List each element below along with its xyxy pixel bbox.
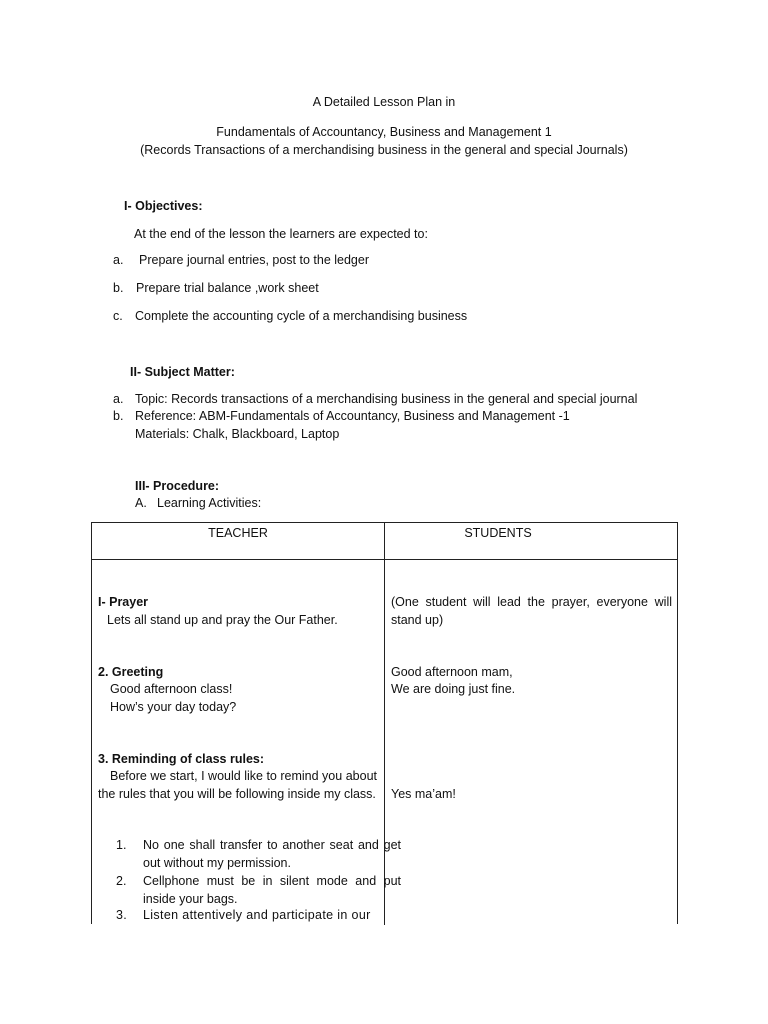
procedure-sub-heading: Learning Activities:: [157, 496, 262, 510]
greeting-teacher-line2: How’s your day today?: [110, 700, 237, 714]
rule-number-1: 1.: [116, 838, 127, 852]
learning-activities-table: [91, 522, 678, 924]
header-divider: [92, 559, 677, 560]
objective-item-a: Prepare journal entries, post to the ledger: [139, 253, 369, 267]
objectives-heading: I- Objectives:: [124, 199, 203, 213]
rule-text-3: Listen attentively and participate in our: [143, 908, 371, 922]
teacher-column-header: TEACHER: [208, 526, 268, 540]
rule-item-3: [116, 907, 401, 925]
subject-matter-heading: II- Subject Matter:: [130, 365, 235, 379]
subject-topic: Topic: Records transactions of a merchandising business in the general and special journal: [135, 392, 638, 406]
objectives-intro: At the end of the lesson the learners are expected to:: [134, 227, 428, 241]
greeting-title: 2. Greeting: [98, 665, 164, 679]
prayer-student-text: (One student will lead the prayer, everyone will stand up): [391, 595, 672, 627]
procedure-heading: III- Procedure:: [135, 479, 220, 493]
document-subtitle: (Records Transactions of a merchandising business in the general and special Journals): [140, 143, 628, 157]
students-column-header: STUDENTS: [464, 526, 532, 540]
prayer-title: I- Prayer: [98, 595, 149, 609]
objective-marker-b: b.: [113, 281, 124, 295]
document-subject: Fundamentals of Accountancy, Business and Management 1: [216, 125, 552, 139]
rule-item-1: [116, 837, 401, 872]
greeting-student-line1: Good afternoon mam,: [391, 665, 513, 679]
rule-number-3: 3.: [116, 908, 128, 922]
objective-item-c: Complete the accounting cycle of a merchandising business: [135, 309, 468, 323]
rule-text-2: Cellphone must be in silent mode and put inside your bags.: [143, 874, 401, 906]
rules-teacher-text: Before we start, I would like to remind you about the rules that you will be following inside my class.: [98, 769, 377, 801]
subject-reference: Reference: ABM-Fundamentals of Accountancy, Business and Management -1: [135, 409, 570, 423]
objective-item-b: Prepare trial balance ,work sheet: [136, 281, 319, 295]
rules-student-text: Yes ma’am!: [391, 787, 456, 801]
greeting-teacher-line1: Good afternoon class!: [110, 682, 233, 696]
procedure-sub-marker: A.: [135, 496, 147, 510]
greeting-student-line2: We are doing just fine.: [391, 682, 516, 696]
subject-marker-a: a.: [113, 392, 124, 406]
rule-item-2: [116, 873, 401, 908]
rules-title: 3. Reminding of class rules:: [98, 752, 265, 766]
prayer-teacher-text: Lets all stand up and pray the Our Father.: [107, 613, 338, 627]
document-title: A Detailed Lesson Plan in: [312, 95, 456, 109]
objective-marker-c: c.: [113, 309, 123, 323]
objective-marker-a: a.: [113, 253, 124, 267]
subject-marker-b: b.: [113, 409, 124, 423]
rule-number-2: 2.: [116, 874, 127, 888]
subject-materials: Materials: Chalk, Blackboard, Laptop: [135, 427, 340, 441]
rule-text-1: No one shall transfer to another seat and get out without my permission.: [143, 838, 401, 870]
